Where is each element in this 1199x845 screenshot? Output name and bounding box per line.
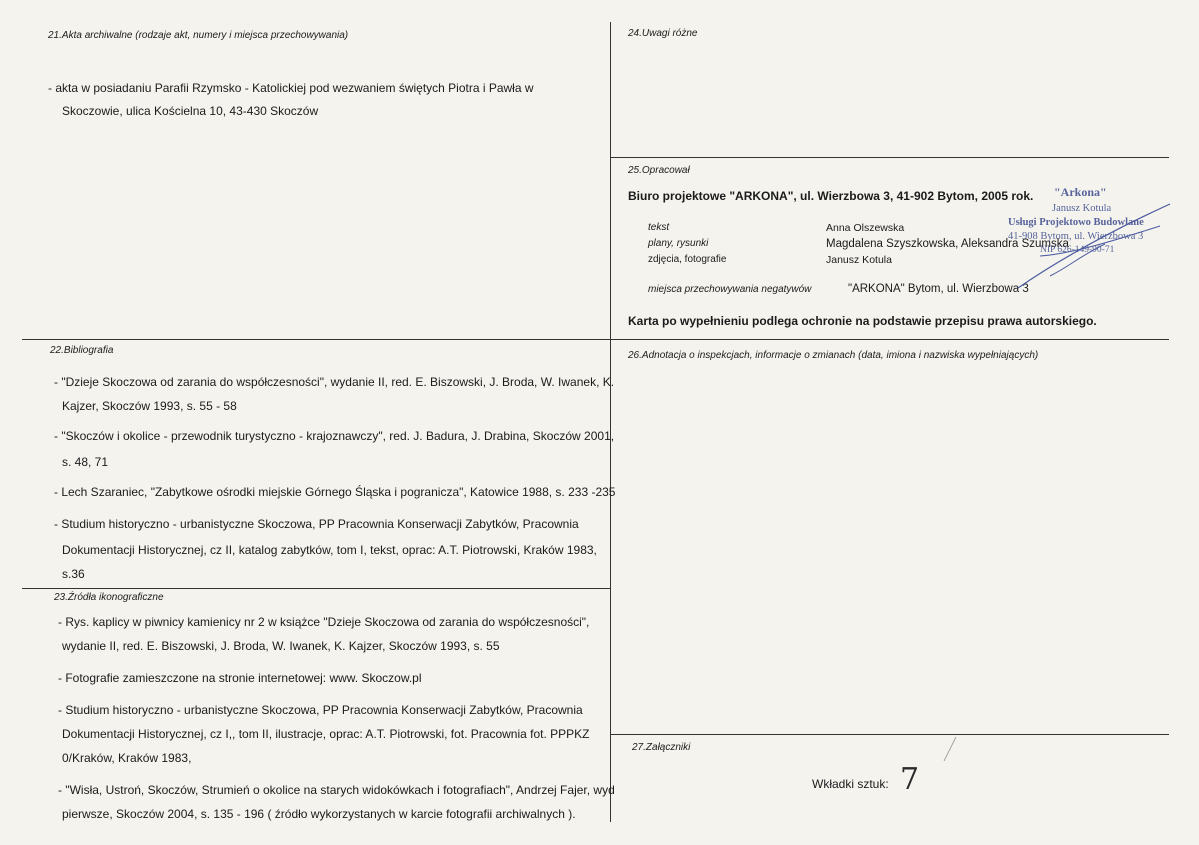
role-photos-label: zdjęcia, fotografie <box>648 254 727 265</box>
section-25-label: 25.Opracował <box>628 165 690 176</box>
iconography-line-5: Dokumentacji Historycznej, cz I,, tom II, ilustracje, oprac: A.T. Piotrowski, fot. Pracownia fot. PPPKZ <box>62 727 590 741</box>
iconography-line-6: 0/Kraków, Kraków 1983, <box>62 751 192 765</box>
bibliography-line-5: - Lech Szaraniec, "Zabytkowe ośrodki miejskie Górnego Śląska i pogranicza", Katowice 1988, s. 233 -235 <box>54 485 616 499</box>
section-21-line-2: Skoczowie, ulica Kościelna 10, 43-430 Skoczów <box>62 104 319 118</box>
pen-stroke-mark <box>940 735 960 765</box>
bibliography-line-2: Kajzer, Skoczów 1993, s. 55 - 58 <box>62 399 237 413</box>
section-26-label: 26.Adnotacja o inspekcjach, informacje o zmianach (data, imiona i nazwiska wypełniających) <box>628 350 1039 361</box>
section-27-label: 27.Załączniki <box>632 742 691 753</box>
section-22-label: 22.Bibliografia <box>50 345 114 356</box>
stamp-line-3: Usługi Projektowo Budowlane <box>1008 217 1144 228</box>
stamp-line-5: NIP 626-149-90-71 <box>1040 245 1115 255</box>
stamp-line-4: 41-908 Bytom, ul. Wierzbowa 3 <box>1008 231 1144 242</box>
bibliography-line-4: s. 48, 71 <box>62 455 109 469</box>
iconography-line-3: - Fotografie zamieszczone na stronie internetowej: www. Skoczow.pl <box>58 671 422 685</box>
section-25-bureau: Biuro projektowe "ARKONA", ul. Wierzbowa 3, 41-902 Bytom, 2005 rok. <box>628 189 1034 203</box>
role-plans-name: Magdalena Szyszkowska, Aleksandra Szumska <box>826 238 1069 250</box>
iconography-line-2: wydanie II, red. E. Biszowski, J. Broda, W. Iwanek, K. Kajzer, Skoczów 1993, s. 55 <box>62 639 500 653</box>
role-text-label: tekst <box>648 222 670 233</box>
copyright-note: Karta po wypełnieniu podlega ochronie na podstawie przepisu prawa autorskiego. <box>628 314 1097 328</box>
iconography-line-7: - "Wisła, Ustroń, Skoczów, Strumień o okolice na starych widokówkach i fotografiach", Andrzej Fajer, wyd <box>58 783 615 797</box>
bibliography-line-1: - "Dzieje Skoczowa od zarania do współczesności", wydanie II, red. E. Biszowski, J. Broda, W. Iwanek, K. <box>54 375 615 389</box>
bibliography-line-8: s.36 <box>62 567 85 581</box>
role-plans-label: plany, rysunki <box>648 238 709 249</box>
section-23-label: 23.Źródła ikonograficzne <box>54 592 164 603</box>
negatives-value: "ARKONA" Bytom, ul. Wierzbowa 3 <box>848 283 1029 295</box>
bibliography-line-6: - Studium historyczno - urbanistyczne Skoczowa, PP Pracownia Konserwacji Zabytków, Pracownia <box>54 517 579 531</box>
bibliography-line-7: Dokumentacji Historycznej, cz II, katalog zabytków, tom I, tekst, oprac: A.T. Piotrowski, Kraków 1983, <box>62 543 597 557</box>
section-21-label: 21.Akta archiwalne (rodzaje akt, numery i miejsca przechowywania) <box>48 30 349 41</box>
bibliography-line-3: - "Skoczów i okolice - przewodnik turystyczno - krajoznawczy", red. J. Badura, J. Drabina, Skoczów 2001, <box>54 429 615 443</box>
role-photos-name: Janusz Kotula <box>826 254 892 266</box>
section-24-label: 24.Uwagi różne <box>628 28 698 39</box>
divider-22-23 <box>22 588 610 589</box>
iconography-line-1: - Rys. kaplicy w piwnicy kamienicy nr 2 w książce "Dzieje Skoczowa od zarania do współczesności", <box>58 615 590 629</box>
iconography-line-8: pierwsze, Skoczów 2004, s. 135 - 196 ( źródło wykorzystanych w karcie fotografii archiwalnych ). <box>62 807 576 821</box>
signature-mark <box>1010 196 1180 296</box>
stamp-line-1: "Arkona" <box>1054 185 1107 199</box>
divider-vertical <box>610 22 611 822</box>
section-21-line-1: - akta w posiadaniu Parafii Rzymsko - Katolickiej pod wezwaniem świętych Piotra i Pawła w <box>48 81 534 95</box>
stamp-line-2: Janusz Kotula <box>1052 203 1112 214</box>
inserts-label: Wkładki sztuk: <box>812 777 889 791</box>
role-text-name: Anna Olszewska <box>826 222 905 234</box>
divider-26-27 <box>611 734 1169 735</box>
divider-24-25 <box>611 157 1169 158</box>
inserts-count: 7 <box>900 762 920 797</box>
negatives-label: miejsca przechowywania negatywów <box>648 284 812 295</box>
iconography-line-4: - Studium historyczno - urbanistyczne Skoczowa, PP Pracownia Konserwacji Zabytków, Pracownia <box>58 703 583 717</box>
divider-row-22 <box>22 339 1169 340</box>
